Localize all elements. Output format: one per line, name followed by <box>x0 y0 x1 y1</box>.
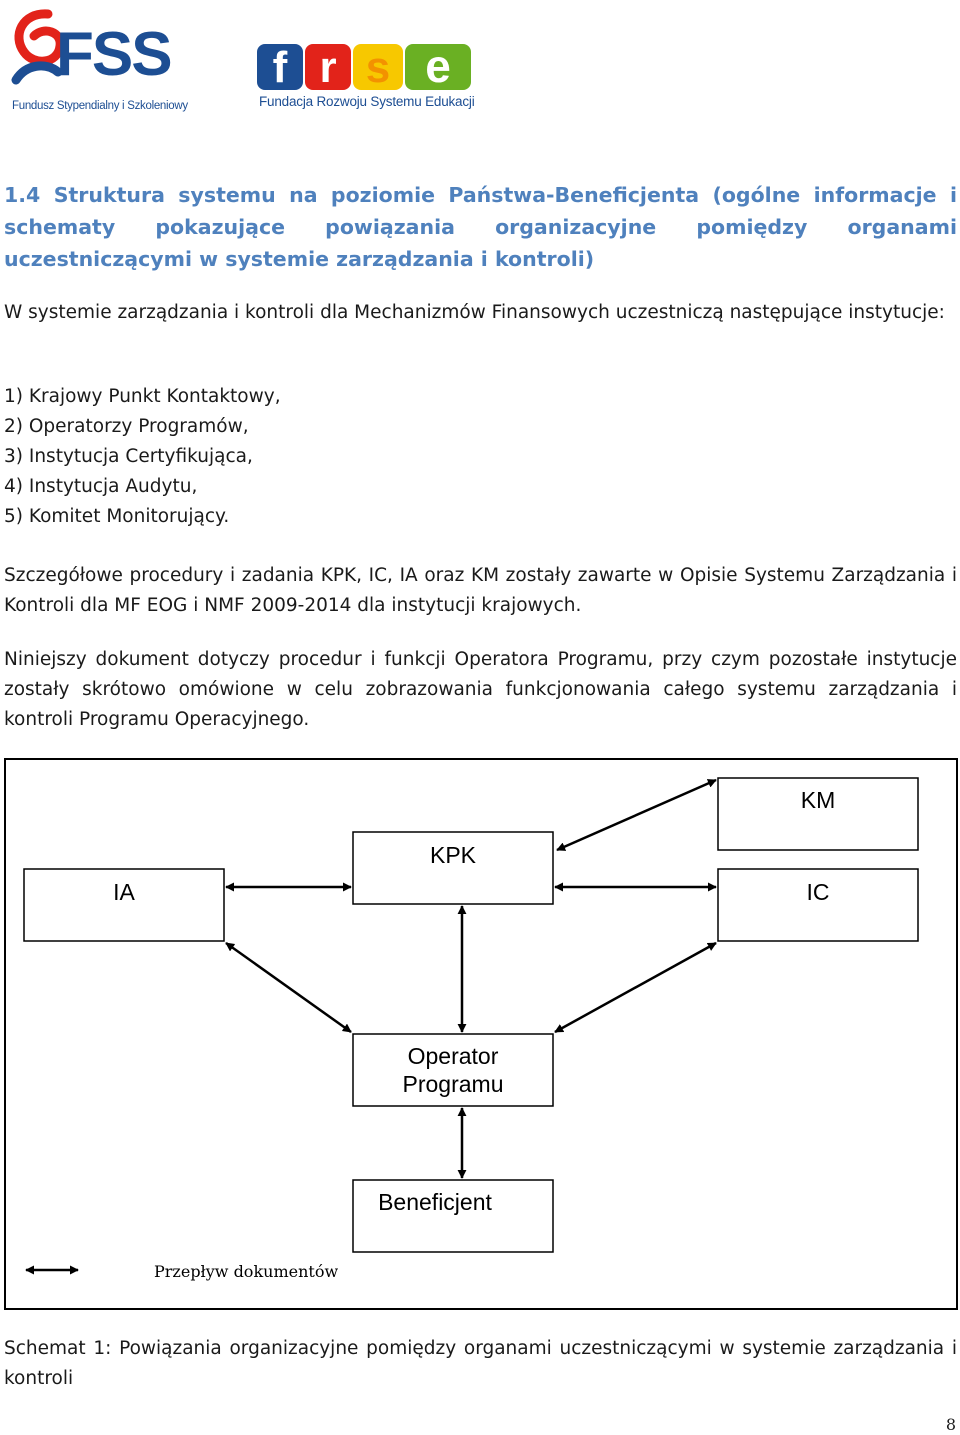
header-logos <box>0 0 490 122</box>
node-ic-label: IC <box>806 879 830 905</box>
list-item: 4) Instytucja Audytu, <box>4 476 198 497</box>
node-ia-label: IA <box>113 879 135 905</box>
frse-caption: Fundacja Rozwoju Systemu Edukacji <box>259 94 475 109</box>
intro-paragraph: W systemie zarządzania i kontroli dla Mechanizmów Finansowych uczestniczą następujące instytucje: <box>4 302 945 323</box>
arrow-kpk-km <box>557 780 716 850</box>
org-diagram <box>4 758 958 1310</box>
fss-caption: Fundusz Stypendialny i Szkoleniowy <box>12 100 188 112</box>
list-item: 3) Instytucja Certyfikująca, <box>4 446 253 467</box>
frse-wordmark-icon <box>255 36 475 92</box>
svg-text:e: e <box>425 40 451 92</box>
section-heading: 1.4 Struktura systemu na poziomie Państwa-Beneficjenta (ogólne informacje i schematy pokazujące powiązania organizacyjne pomiędzy organami uczestniczącymi w systemie zarządzania i kontroli) <box>4 183 957 271</box>
node-km-label: KM <box>800 787 836 813</box>
list-item: 5) Komitet Monitorujący. <box>4 506 230 527</box>
details-paragraph: Szczegółowe procedury i zadania KPK, IC, IA oraz KM zostały zawarte w Opisie Systemu Zarządzania i Kontroli dla MF EOG i NMF 2009-2014 dla instytucji krajowych. <box>4 565 957 616</box>
list-item: 1) Krajowy Punkt Kontaktowy, <box>4 386 281 407</box>
svg-text:r: r <box>319 43 337 92</box>
page-number: 8 <box>945 1415 956 1434</box>
fss-wordmark: FSS <box>56 20 171 89</box>
figure-caption: Schemat 1: Powiązania organizacyjne pomiędzy organami uczestniczącymi w systemie zarządzania i kontroli <box>4 1338 957 1389</box>
institutions-list <box>4 382 281 532</box>
svg-text:s: s <box>365 43 391 92</box>
scope-paragraph: Niniejszy dokument dotyczy procedur i funkcji Operatora Programu, przy czym pozostałe instytucje zostały skrótowo omówione w celu zobrazowania funkcjonowania całego systemu zarządzania i kontroli Programu Operacyjnego. <box>4 649 957 730</box>
node-kpk-label: KPK <box>429 842 477 868</box>
fss-logo <box>8 6 188 118</box>
svg-text:f: f <box>272 43 288 92</box>
legend-label: Przepływ dokumentów <box>154 1262 339 1281</box>
list-item: 2) Operatorzy Programów, <box>4 416 249 437</box>
arrow-ic-operator <box>555 943 716 1032</box>
node-operator-label-1: Operator <box>407 1043 499 1069</box>
arrow-ia-operator <box>226 943 351 1032</box>
node-beneficjent-label: Beneficjent <box>378 1189 492 1215</box>
frse-logo <box>255 36 480 118</box>
node-operator-label-2: Programu <box>402 1071 504 1097</box>
